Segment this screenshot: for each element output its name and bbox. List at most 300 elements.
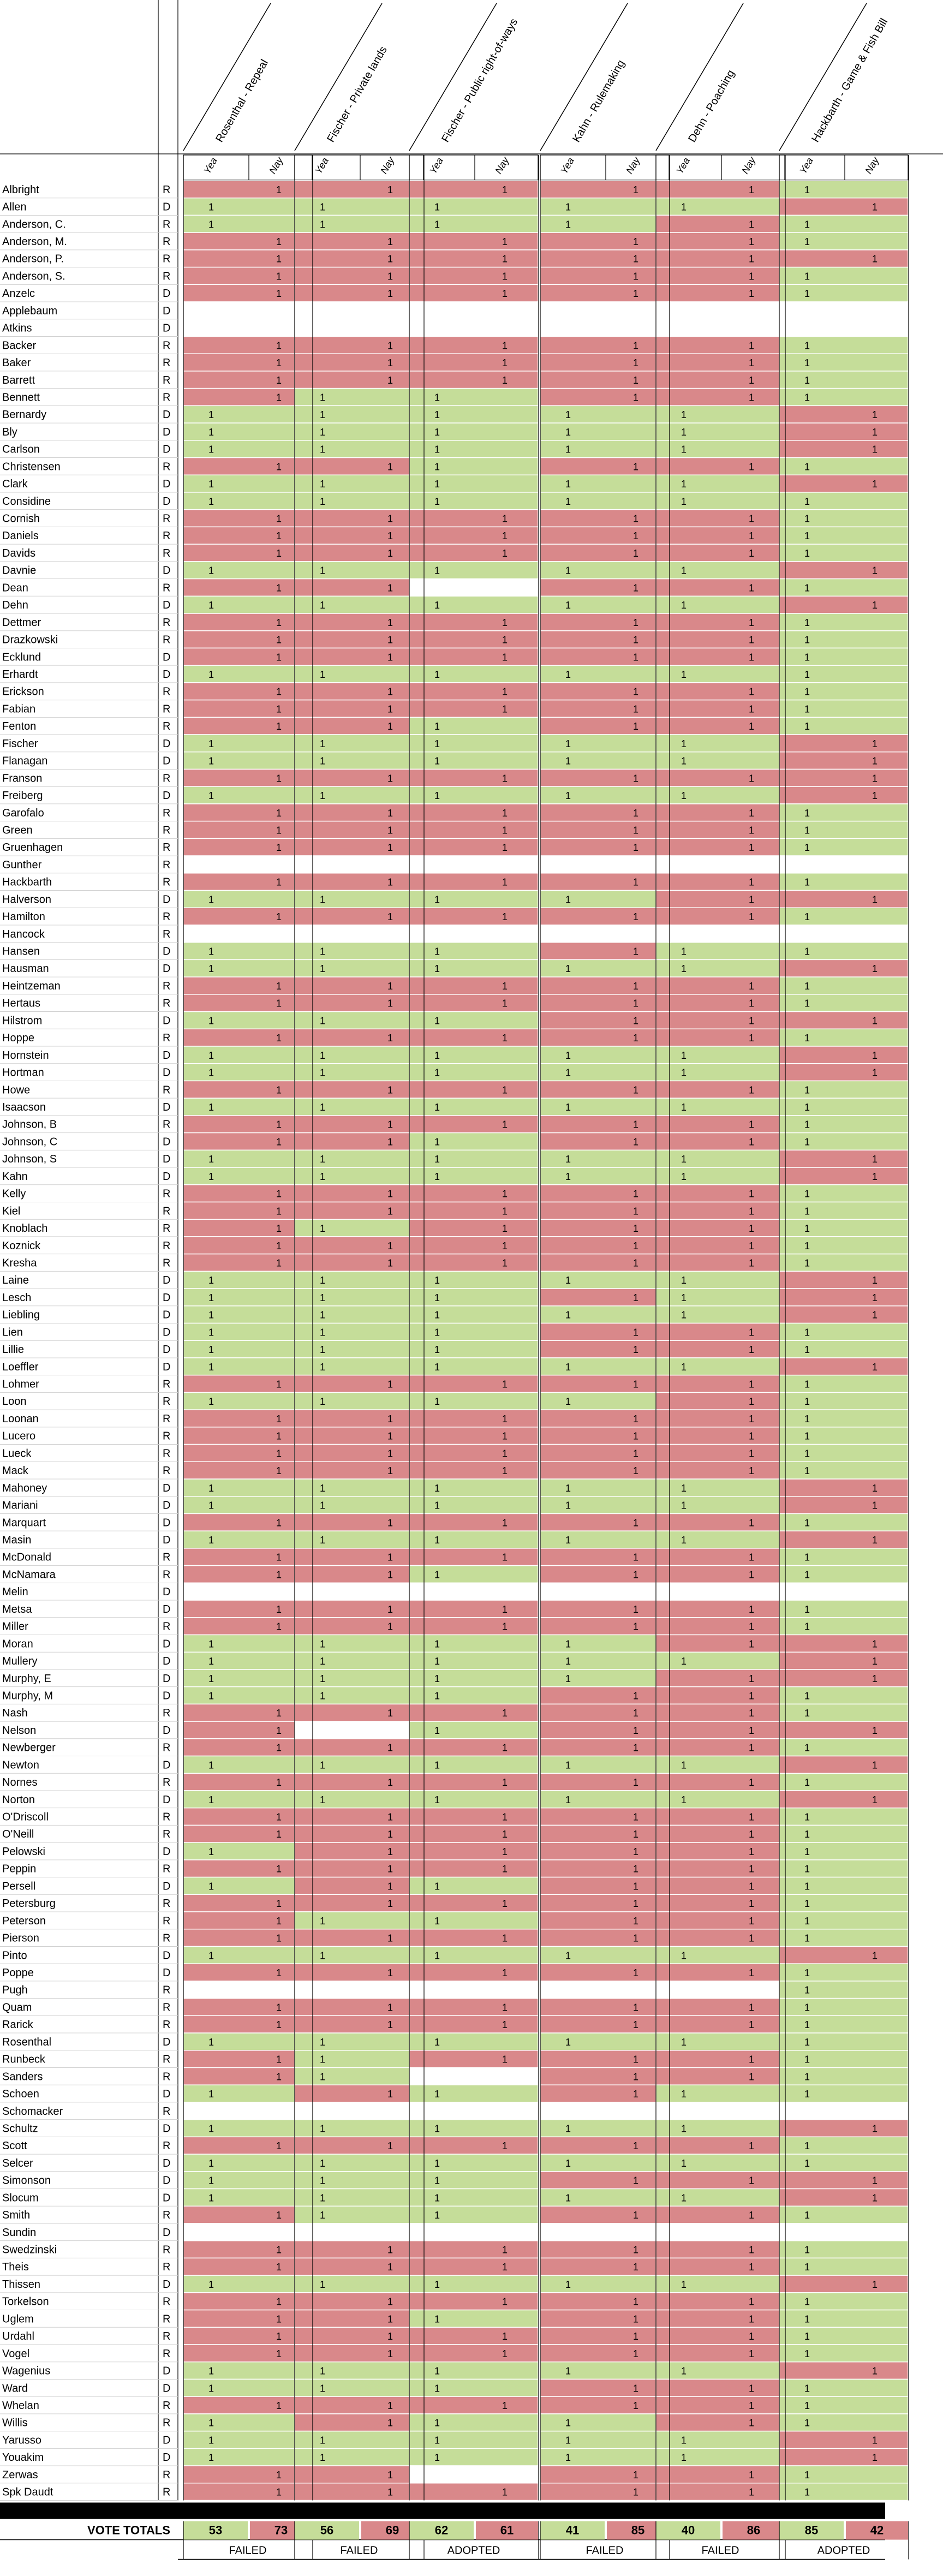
- nay-mark: 1: [749, 2331, 755, 2342]
- vote-cell: [295, 1946, 423, 1964]
- vote-cell: [295, 2448, 423, 2466]
- vote-cell: [656, 1462, 785, 1479]
- vote-cell: [409, 700, 538, 718]
- yea-mark: 1: [565, 1171, 571, 1182]
- yea-mark: 1: [320, 2435, 326, 2446]
- yea-mark: 1: [434, 600, 440, 611]
- yea-mark: 1: [804, 1430, 810, 1442]
- nay-mark: 1: [633, 876, 639, 888]
- member-name: Sanders: [2, 2071, 43, 2083]
- vote-cell: [409, 2310, 538, 2328]
- member-party: R: [163, 357, 171, 369]
- member-row: [0, 596, 908, 613]
- vote-cell: [409, 1791, 538, 1808]
- member-row: [0, 336, 908, 354]
- nay-mark: 1: [633, 1379, 639, 1390]
- member-name: Dean: [2, 582, 28, 594]
- vote-cell: [656, 1219, 785, 1237]
- vote-cell: [183, 1860, 312, 1877]
- nay-mark: 1: [276, 2071, 282, 2083]
- vote-cell: [183, 475, 312, 492]
- vote-cell: [779, 544, 908, 562]
- vote-cell: [540, 1479, 669, 1496]
- member-row: [0, 1704, 908, 1721]
- member-party: R: [163, 2071, 171, 2083]
- member-row: [0, 2067, 908, 2085]
- yea-mark: 1: [565, 790, 571, 802]
- member-name: Persell: [2, 1880, 36, 1893]
- vote-cell: [409, 371, 538, 389]
- vote-cell: [409, 198, 538, 216]
- vote-cell: [656, 1842, 785, 1860]
- nay-mark: 1: [387, 340, 393, 351]
- vote-cell: [183, 1462, 312, 1479]
- vote-cell: [779, 1999, 908, 2016]
- yea-mark: 1: [208, 1690, 214, 1702]
- vote-cell: [409, 873, 538, 891]
- yea-mark: 1: [804, 1777, 810, 1788]
- member-name: Uglem: [2, 2313, 34, 2325]
- nay-mark: 1: [502, 357, 508, 369]
- vote-cell: [409, 2293, 538, 2310]
- vote-cell: [409, 1150, 538, 1167]
- vote-cell: [183, 683, 312, 700]
- vote-cell: [183, 2310, 312, 2328]
- vote-cell: [183, 1964, 312, 1981]
- yea-mark: 1: [681, 565, 687, 576]
- yea-mark: 1: [804, 1101, 810, 1113]
- vote-cell: [183, 2102, 312, 2120]
- vote-cell: [540, 2154, 669, 2172]
- yea-column-header: Yea: [427, 156, 445, 176]
- vote-cell: [295, 1756, 423, 1774]
- yea-mark: 1: [434, 1638, 440, 1650]
- nay-mark: 1: [633, 1603, 639, 1615]
- vote-cell: [779, 804, 908, 821]
- member-party: R: [163, 928, 171, 940]
- vote-cell: [540, 284, 669, 302]
- member-row: [0, 2345, 908, 2362]
- vote-cell: [779, 925, 908, 943]
- member-party: R: [163, 842, 171, 854]
- yea-mark: 1: [434, 2313, 440, 2325]
- nay-mark: 1: [872, 2279, 878, 2290]
- vote-cell: [540, 735, 669, 752]
- member-name: Daniels: [2, 530, 39, 542]
- vote-cell: [656, 943, 785, 960]
- member-party: D: [163, 755, 171, 767]
- nay-mark: 1: [633, 271, 639, 282]
- vote-cell: [295, 475, 423, 492]
- nay-mark: 1: [502, 1430, 508, 1442]
- nay-mark: 1: [276, 1188, 282, 1200]
- vote-cell: [656, 1566, 785, 1583]
- member-party: R: [163, 183, 171, 196]
- vote-cell: [540, 1652, 669, 1669]
- vote-cell: [409, 977, 538, 994]
- yea-mark: 1: [804, 496, 810, 507]
- nay-mark: 1: [633, 2486, 639, 2498]
- member-party: D: [163, 963, 171, 975]
- vote-cell: [295, 873, 423, 891]
- member-row: [0, 579, 908, 597]
- vote-cell: [409, 2050, 538, 2068]
- nay-mark: 1: [749, 2348, 755, 2359]
- yea-mark: 1: [434, 426, 440, 438]
- nay-mark: 1: [502, 513, 508, 524]
- member-party: R: [163, 1118, 171, 1131]
- motion-title: Fischer - Private lands: [325, 44, 390, 145]
- vote-cell: [540, 2016, 669, 2033]
- vote-cell: [295, 389, 423, 406]
- member-party: R: [163, 1205, 171, 1218]
- vote-cell: [295, 440, 423, 458]
- yea-mark: 1: [434, 669, 440, 680]
- nay-mark: 1: [749, 1811, 755, 1823]
- member-row: [0, 2396, 908, 2414]
- nay-mark: 1: [633, 1344, 639, 1356]
- yea-mark: 1: [320, 1534, 326, 1546]
- vote-cell: [540, 2050, 669, 2068]
- nay-mark: 1: [502, 1240, 508, 1251]
- nay-mark: 1: [276, 1898, 282, 1910]
- nay-mark: 1: [276, 374, 282, 386]
- nay-mark: 1: [633, 1881, 639, 1892]
- nay-mark: 1: [749, 340, 755, 351]
- vote-cell: [540, 232, 669, 250]
- member-row: [0, 1496, 908, 1514]
- nay-mark: 1: [502, 2296, 508, 2307]
- nay-mark: 1: [387, 2331, 393, 2342]
- vote-cell: [540, 1929, 669, 1947]
- nay-mark: 1: [633, 392, 639, 403]
- nay-mark: 1: [387, 634, 393, 646]
- member-name: Davids: [2, 547, 36, 559]
- member-name: Ward: [2, 2382, 28, 2395]
- vote-cell: [409, 2223, 538, 2241]
- nay-mark: 1: [502, 876, 508, 888]
- yea-mark: 1: [804, 374, 810, 386]
- yea-mark: 1: [804, 357, 810, 369]
- nay-mark: 1: [387, 1881, 393, 1892]
- nay-mark: 1: [633, 1811, 639, 1823]
- nay-mark: 1: [872, 2123, 878, 2134]
- vote-cell: [656, 371, 785, 389]
- nay-mark: 1: [276, 1777, 282, 1788]
- vote-cell: [779, 319, 908, 337]
- vote-cell: [779, 2016, 908, 2033]
- member-name: McNamara: [2, 1569, 56, 1581]
- member-name: Freiberg: [2, 790, 43, 802]
- vote-cell: [779, 1237, 908, 1254]
- member-party: R: [163, 911, 171, 923]
- member-name: Fenton: [2, 720, 37, 733]
- vote-cell: [540, 683, 669, 700]
- yea-mark: 1: [320, 1292, 326, 1303]
- nay-mark: 1: [749, 1777, 755, 1788]
- nay-mark: 1: [749, 1708, 755, 1719]
- yea-mark: 1: [804, 876, 810, 888]
- nay-mark: 1: [387, 1829, 393, 1840]
- nay-mark: 1: [633, 288, 639, 300]
- vote-cell: [183, 1133, 312, 1150]
- vote-cell: [409, 665, 538, 683]
- member-row: [0, 1721, 908, 1739]
- yea-mark: 1: [434, 444, 440, 455]
- nay-mark: 1: [387, 2019, 393, 2031]
- nay-mark: 1: [749, 1552, 755, 1563]
- vote-cell: [779, 1167, 908, 1185]
- nay-mark: 1: [633, 2244, 639, 2256]
- vote-cell: [779, 215, 908, 232]
- member-party: D: [163, 1759, 171, 1772]
- yea-mark: 1: [434, 1327, 440, 1338]
- nay-mark: 1: [749, 842, 755, 854]
- nay-mark: 1: [872, 1638, 878, 1650]
- vote-cell: [656, 1046, 785, 1064]
- vote-cell: [540, 2414, 669, 2431]
- vote-cell: [183, 2275, 312, 2293]
- yea-mark: 1: [434, 219, 440, 230]
- nay-mark: 1: [749, 1206, 755, 1217]
- member-name: Rarick: [2, 2019, 33, 2031]
- member-party: D: [163, 737, 171, 750]
- nay-mark: 1: [633, 2089, 639, 2100]
- member-row: [0, 700, 908, 718]
- vote-cell: [540, 2137, 669, 2154]
- vote-cell: [409, 510, 538, 527]
- nay-mark: 1: [872, 1275, 878, 1286]
- member-row: [0, 2172, 908, 2189]
- yea-mark: 1: [565, 755, 571, 767]
- vote-cell: [540, 1462, 669, 1479]
- yea-total: 53: [208, 2523, 223, 2537]
- member-row: [0, 1029, 908, 1046]
- vote-cell: [183, 371, 312, 389]
- vote-cell: [540, 1739, 669, 1756]
- member-row: [0, 1635, 908, 1652]
- member-party: R: [163, 2244, 171, 2256]
- yea-mark: 1: [320, 2175, 326, 2186]
- vote-cell: [540, 423, 669, 440]
- vote-cell: [409, 1237, 538, 1254]
- vote-cell: [183, 458, 312, 475]
- vote-cell: [540, 1427, 669, 1445]
- vote-cell: [295, 406, 423, 423]
- member-row: [0, 1392, 908, 1410]
- vote-cell: [295, 1150, 423, 1167]
- vote-cell: [295, 423, 423, 440]
- member-party: R: [163, 772, 171, 785]
- vote-cell: [183, 2206, 312, 2223]
- vote-cell: [183, 613, 312, 631]
- vote-cell: [183, 1445, 312, 1462]
- member-name: Torkelson: [2, 2295, 49, 2308]
- vote-cell: [656, 1392, 785, 1410]
- nay-mark: 1: [749, 2244, 755, 2256]
- vote-cell: [540, 648, 669, 665]
- vote-cell: [540, 336, 669, 354]
- nay-mark: 1: [633, 652, 639, 663]
- yea-mark: 1: [681, 1950, 687, 1961]
- yea-mark: 1: [804, 1863, 810, 1875]
- nay-mark: 1: [502, 652, 508, 663]
- nay-mark: 1: [872, 1760, 878, 1771]
- member-party: D: [163, 1534, 171, 1546]
- yea-mark: 1: [804, 2383, 810, 2394]
- member-party: D: [163, 2122, 171, 2135]
- vote-cell: [183, 1877, 312, 1895]
- nay-mark: 1: [749, 1119, 755, 1130]
- vote-cell: [656, 544, 785, 562]
- nay-mark: 1: [387, 2417, 393, 2429]
- vote-cell: [779, 2362, 908, 2380]
- yea-mark: 1: [208, 1881, 214, 1892]
- vote-cell: [779, 2102, 908, 2120]
- member-name: Urdahl: [2, 2330, 34, 2343]
- member-row: [0, 925, 908, 943]
- vote-cell: [183, 908, 312, 925]
- yea-mark: 1: [681, 1309, 687, 1321]
- yea-mark: 1: [681, 409, 687, 421]
- member-party: D: [163, 1291, 171, 1304]
- motion-result: ADOPTED: [447, 2544, 500, 2557]
- yea-mark: 1: [208, 1154, 214, 1165]
- member-row: [0, 1116, 908, 1133]
- nay-mark: 1: [502, 1777, 508, 1788]
- vote-cell: [295, 1791, 423, 1808]
- vote-cell: [656, 1202, 785, 1219]
- yea-mark: 1: [681, 963, 687, 975]
- vote-cell: [656, 2431, 785, 2449]
- vote-cell: [295, 1877, 423, 1895]
- vote-cell: [409, 1687, 538, 1704]
- nay-mark: 1: [633, 1933, 639, 1944]
- vote-cell: [779, 1185, 908, 1202]
- yea-mark: 1: [434, 392, 440, 403]
- vote-cell: [779, 1652, 908, 1669]
- vote-cell: [656, 1479, 785, 1496]
- vote-cell: [779, 1254, 908, 1272]
- yea-mark: 1: [681, 201, 687, 213]
- vote-cell: [295, 1306, 423, 1323]
- nay-mark: 1: [387, 513, 393, 524]
- vote-cell: [656, 925, 785, 943]
- vote-cell: [183, 631, 312, 648]
- vote-cell: [295, 1981, 423, 1999]
- nay-mark: 1: [749, 392, 755, 403]
- vote-cell: [540, 198, 669, 216]
- vote-cell: [540, 2310, 669, 2328]
- vote-cell: [656, 1600, 785, 1618]
- vote-cell: [656, 1583, 785, 1600]
- member-row: [0, 683, 908, 700]
- vote-cell: [540, 1289, 669, 1306]
- nay-mark: 1: [502, 1621, 508, 1632]
- member-party: R: [163, 876, 171, 889]
- nay-mark: 1: [633, 1119, 639, 1130]
- vote-cell: [409, 2137, 538, 2154]
- nay-mark: 1: [633, 2140, 639, 2152]
- vote-cell: [656, 1289, 785, 1306]
- member-party: D: [163, 2036, 171, 2048]
- motion-result: FAILED: [340, 2544, 378, 2557]
- nay-mark: 1: [749, 1240, 755, 1251]
- vote-cell: [656, 1929, 785, 1947]
- yea-mark: 1: [320, 600, 326, 611]
- member-row: [0, 181, 908, 198]
- yea-mark: 1: [565, 1500, 571, 1511]
- vote-cell: [409, 2431, 538, 2449]
- nay-mark: 1: [502, 686, 508, 697]
- nay-mark: 1: [633, 2383, 639, 2394]
- vote-cell: [779, 1306, 908, 1323]
- vote-cell: [295, 232, 423, 250]
- vote-cell: [540, 354, 669, 371]
- member-name: Lillie: [2, 1344, 25, 1356]
- vote-cell: [183, 1150, 312, 1167]
- vote-cell: [656, 527, 785, 544]
- vote-cell: [656, 838, 785, 856]
- yea-mark: 1: [434, 1673, 440, 1684]
- nay-mark: 1: [872, 1050, 878, 1061]
- vote-cell: [409, 786, 538, 804]
- member-name: Melin: [2, 1586, 28, 1599]
- yea-mark: 1: [434, 1275, 440, 1286]
- nay-column-header: Nay: [378, 155, 397, 176]
- vote-cell: [295, 2310, 423, 2328]
- yea-mark: 1: [320, 1673, 326, 1684]
- vote-cell: [540, 1600, 669, 1618]
- vote-cell: [779, 891, 908, 908]
- vote-cell: [295, 371, 423, 389]
- nay-mark: 1: [387, 721, 393, 732]
- vote-cell: [779, 1427, 908, 1445]
- nay-mark: 1: [872, 1500, 878, 1511]
- vote-cell: [779, 613, 908, 631]
- yea-mark: 1: [565, 738, 571, 749]
- vote-cell: [183, 2154, 312, 2172]
- nay-mark: 1: [387, 184, 393, 195]
- vote-cell: [540, 319, 669, 337]
- yea-total: 56: [320, 2523, 334, 2537]
- vote-cell: [779, 2293, 908, 2310]
- vote-cell: [540, 475, 669, 492]
- vote-cell: [540, 2223, 669, 2241]
- vote-cell: [409, 389, 538, 406]
- yea-mark: 1: [320, 1690, 326, 1702]
- member-name: Howe: [2, 1084, 31, 1096]
- vote-cell: [295, 1842, 423, 1860]
- yea-mark: 1: [434, 2123, 440, 2134]
- nay-mark: 1: [872, 1171, 878, 1182]
- nay-mark: 1: [276, 2244, 282, 2256]
- member-party: D: [163, 1499, 171, 1512]
- vote-cell: [779, 232, 908, 250]
- member-row: [0, 1375, 908, 1393]
- vote-cell: [183, 232, 312, 250]
- motion-result: FAILED: [701, 2544, 739, 2557]
- vote-cell: [656, 908, 785, 925]
- vote-cell: [295, 2483, 423, 2501]
- nay-mark: 1: [502, 998, 508, 1009]
- member-name: Whelan: [2, 2399, 39, 2412]
- nay-mark: 1: [387, 1188, 393, 1200]
- member-row: [0, 1445, 908, 1462]
- motion-title: Rosenthal - Repeal: [213, 57, 271, 145]
- yea-mark: 1: [320, 1915, 326, 1927]
- nay-mark: 1: [749, 1396, 755, 1408]
